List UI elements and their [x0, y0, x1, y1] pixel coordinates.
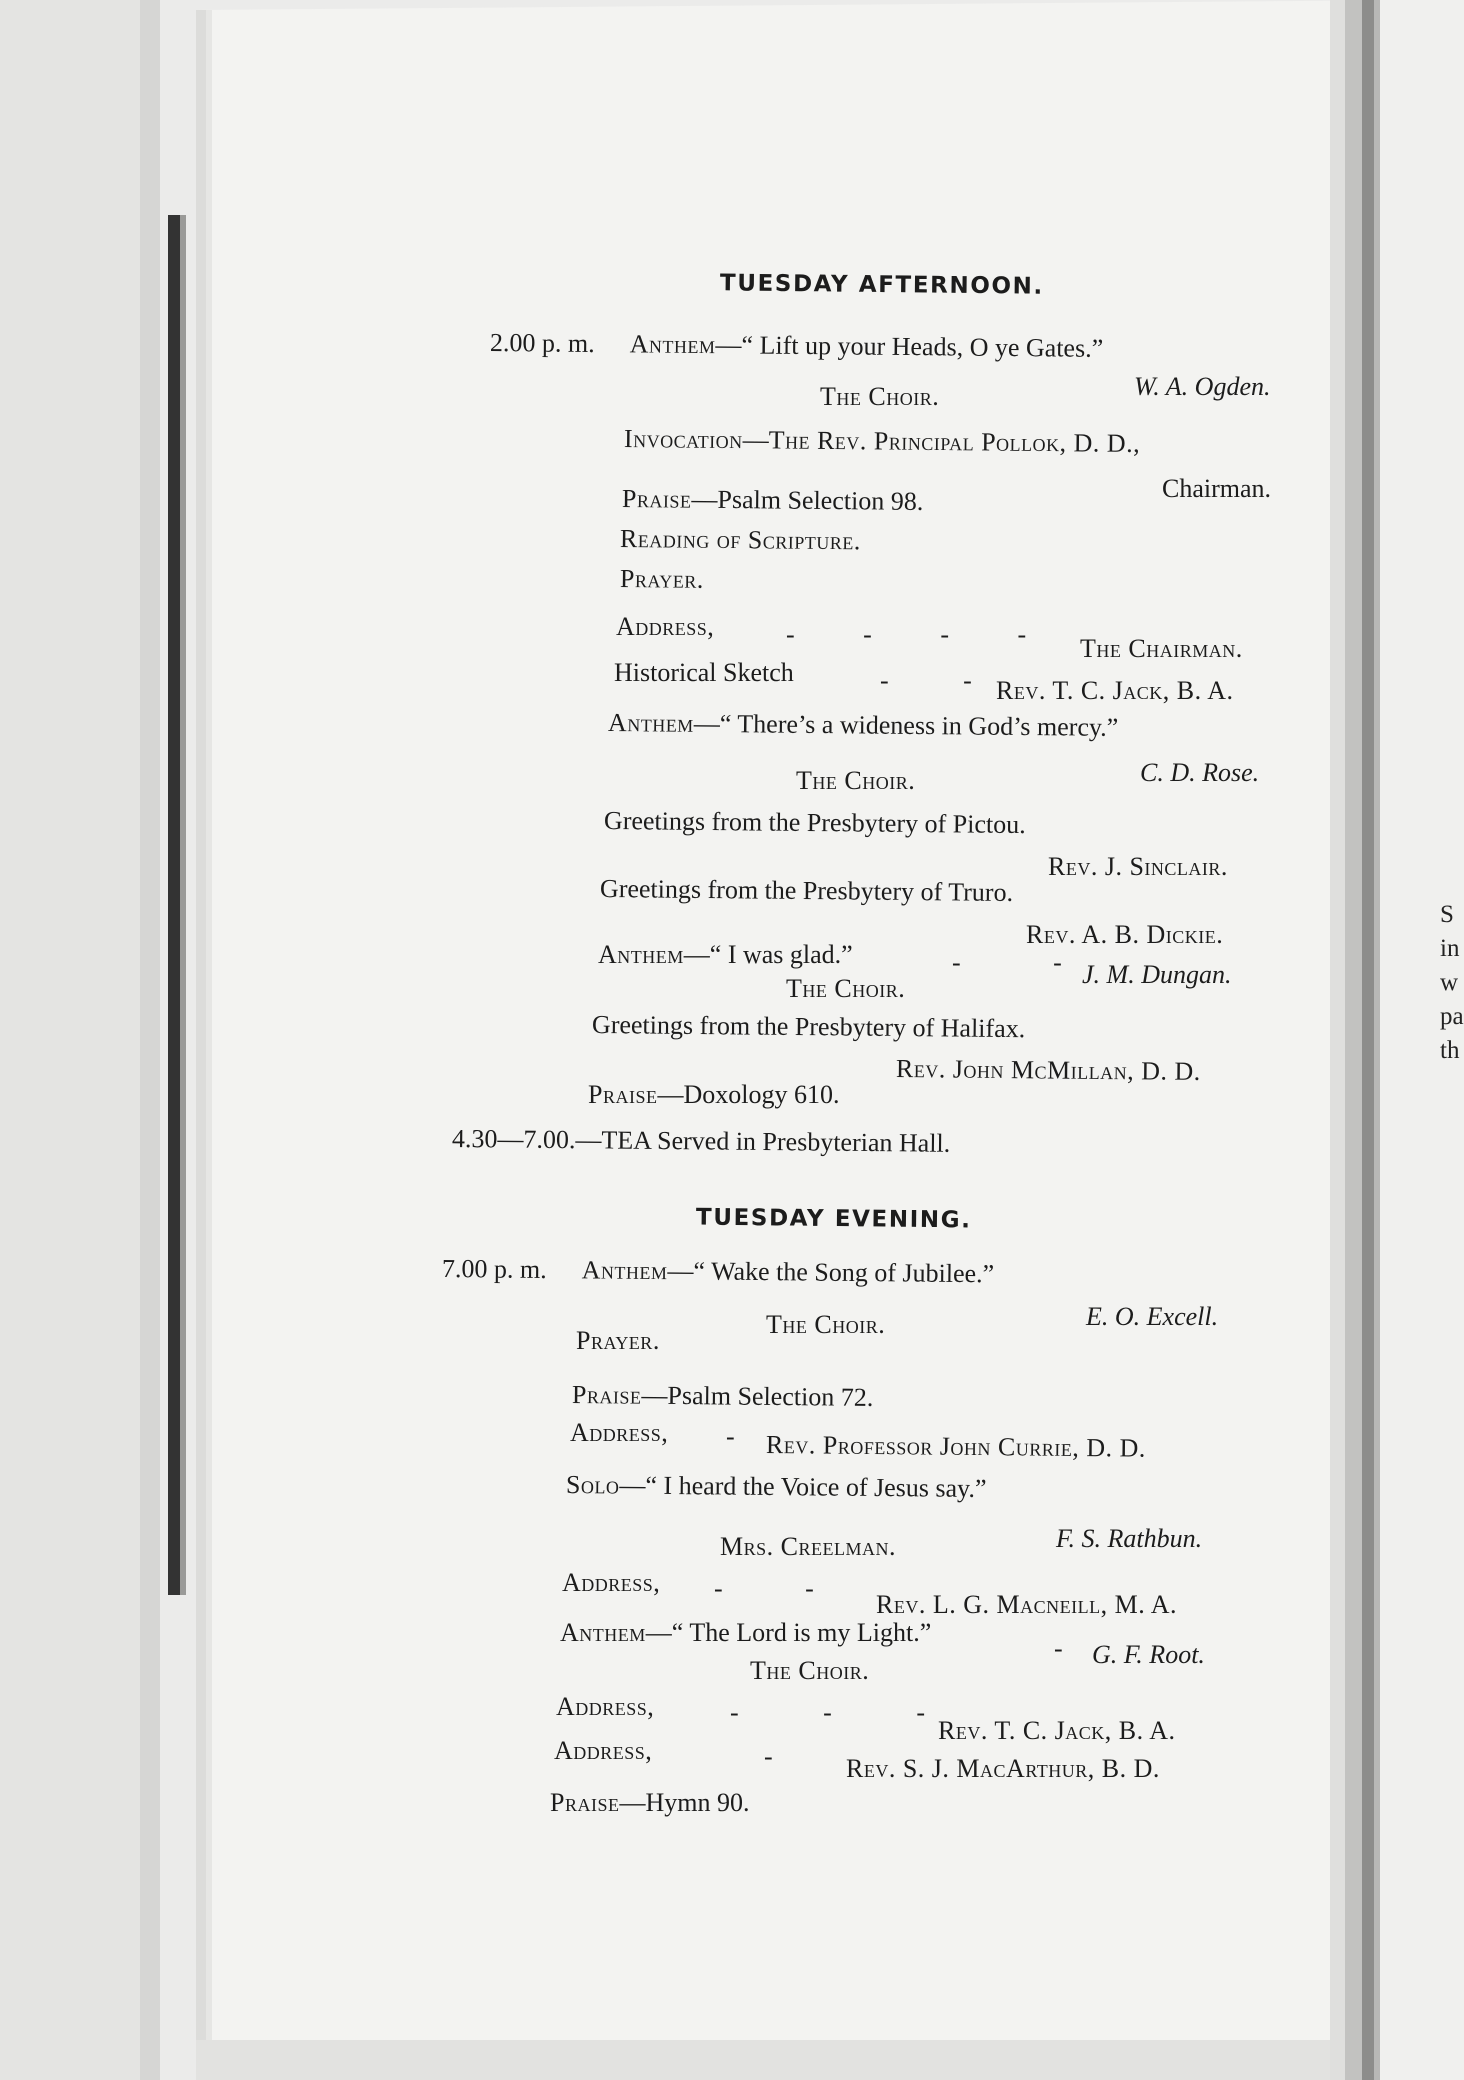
speaker: The Chairman.	[1080, 634, 1243, 663]
section-heading-evening: TUESDAY EVENING.	[695, 1204, 972, 1234]
program-line	[490, 328, 1103, 364]
item-label: Historical Sketch	[614, 658, 794, 687]
item-label: Anthem	[560, 1618, 646, 1647]
speaker: Rev. A. B. Dickie.	[1026, 920, 1224, 949]
solo-title: “ I heard the Voice of Jesus say.”	[645, 1470, 987, 1504]
program-line	[572, 1380, 874, 1413]
item-label: Address,	[562, 1568, 661, 1597]
em-dash: —	[619, 1470, 646, 1500]
greeting: Greetings from the Presbytery of Pictou.	[603, 806, 1026, 840]
item-label: Praise	[571, 1380, 642, 1410]
speaker: Rev. T. C. Jack, B. A.	[938, 1716, 1176, 1745]
speaker: Rev. S. J. MacArthur, B. D.	[846, 1754, 1160, 1783]
item-label: Anthem	[598, 940, 684, 969]
edge-fragment: pa	[1440, 1003, 1464, 1030]
program-line	[560, 1618, 931, 1648]
edge-fragment: in	[1440, 935, 1460, 962]
item-label: Address,	[570, 1418, 669, 1447]
program-line	[588, 1080, 839, 1110]
performer: The Choir.	[750, 1656, 870, 1685]
speaker: Rev. L. G. Macneill, M. A.	[876, 1590, 1178, 1619]
leader-dashes: - - -	[730, 1698, 925, 1727]
program-item: Reading of Scripture.	[619, 524, 861, 556]
composer: W. A. Ogden.	[1134, 372, 1271, 401]
greeting: Greetings from the Presbytery of Truro.	[599, 874, 1014, 907]
program-item: Prayer.	[576, 1326, 660, 1355]
em-dash: —	[645, 1618, 672, 1647]
performer: Mrs. Creelman.	[720, 1532, 896, 1561]
item-label: Praise	[621, 484, 692, 514]
speaker: Rev. T. C. Jack, B. A.	[996, 676, 1234, 705]
item-label: Anthem	[629, 329, 716, 360]
item-label: Address,	[556, 1692, 655, 1721]
program-item: Prayer.	[619, 564, 704, 594]
time-label: 7.00 p. m.	[441, 1254, 547, 1285]
anthem-title: “ The Lord is my Light.”	[671, 1618, 932, 1647]
officiant-role: Chairman.	[1162, 474, 1272, 503]
program-line	[608, 708, 1119, 743]
composer: C. D. Rose.	[1140, 758, 1260, 787]
performer: The Choir.	[766, 1310, 886, 1339]
speaker: Rev. J. Sinclair.	[1048, 852, 1228, 881]
em-dash: —	[657, 1080, 684, 1109]
item-label: Anthem	[581, 1255, 668, 1286]
item-label: Anthem	[607, 708, 694, 738]
program-line	[624, 424, 1140, 459]
em-dash: —	[683, 940, 710, 969]
em-dash: —	[641, 1380, 668, 1410]
performer: The Choir.	[796, 766, 916, 795]
item-text: Doxology 610.	[683, 1080, 840, 1109]
em-dash: —	[575, 1125, 602, 1155]
item-text: Hymn 90.	[645, 1788, 750, 1817]
leader-dashes: - - - -	[786, 620, 1027, 649]
leader-dashes: - -	[880, 666, 972, 695]
anthem-title: “ I was glad.”	[709, 940, 853, 969]
leader-dashes: -	[1054, 1634, 1063, 1663]
composer: G. F. Root.	[1092, 1640, 1205, 1669]
leader-dashes: -	[726, 1422, 735, 1451]
leader-dashes: - -	[952, 948, 1062, 977]
item-label: Praise	[588, 1080, 658, 1109]
program-line	[598, 940, 853, 970]
time-label: 4.30—7.00.	[451, 1124, 576, 1155]
anthem-title: “ There’s a wideness in God’s mercy.”	[719, 709, 1119, 742]
item-label: Address,	[554, 1736, 653, 1765]
item-label: Address,	[616, 612, 715, 641]
item-text: Psalm Selection 72.	[667, 1380, 874, 1412]
program-line	[622, 484, 924, 517]
edge-fragment: w	[1440, 969, 1459, 996]
em-dash: —	[667, 1256, 694, 1286]
program-line	[566, 1470, 987, 1504]
anthem-title: “ Lift up your Heads, O ye Gates.”	[741, 330, 1104, 363]
section-heading-afternoon: TUESDAY AFTERNOON.	[719, 270, 1044, 300]
speaker: Rev. Professor John Currie, D. D.	[765, 1430, 1146, 1463]
item-label: Solo	[565, 1470, 620, 1500]
em-dash: —	[693, 708, 720, 739]
composer: E. O. Excell.	[1086, 1302, 1219, 1331]
em-dash: —	[715, 330, 742, 360]
performer: The Choir.	[820, 382, 940, 411]
performer: The Choir.	[786, 974, 906, 1003]
program-line	[452, 1124, 951, 1159]
program-line	[442, 1254, 994, 1289]
item-text: Psalm Selection 98.	[717, 484, 924, 516]
item-text: TEA Served in Presbyterian Hall.	[601, 1125, 951, 1158]
item-label: Praise	[550, 1788, 620, 1817]
em-dash: —	[742, 425, 769, 455]
item-label: Invocation	[623, 424, 743, 455]
composer: J. M. Dungan.	[1082, 960, 1232, 989]
program-line	[550, 1788, 749, 1818]
composer: F. S. Rathbun.	[1056, 1524, 1203, 1553]
leader-dashes: -	[764, 1742, 773, 1771]
greeting: Greetings from the Presbytery of Halifax.	[591, 1010, 1026, 1044]
em-dash: —	[691, 484, 718, 514]
edge-fragment: S	[1440, 901, 1455, 928]
time-label: 2.00 p. m.	[489, 328, 595, 359]
leader-dashes: - -	[714, 1574, 814, 1603]
anthem-title: “ Wake the Song of Jubilee.”	[693, 1256, 995, 1289]
officiant: The Rev. Principal Pollok, D. D.,	[768, 425, 1141, 458]
speaker: Rev. John McMillan, D. D.	[895, 1054, 1201, 1086]
em-dash: —	[619, 1788, 646, 1817]
edge-fragment: th	[1440, 1037, 1460, 1064]
